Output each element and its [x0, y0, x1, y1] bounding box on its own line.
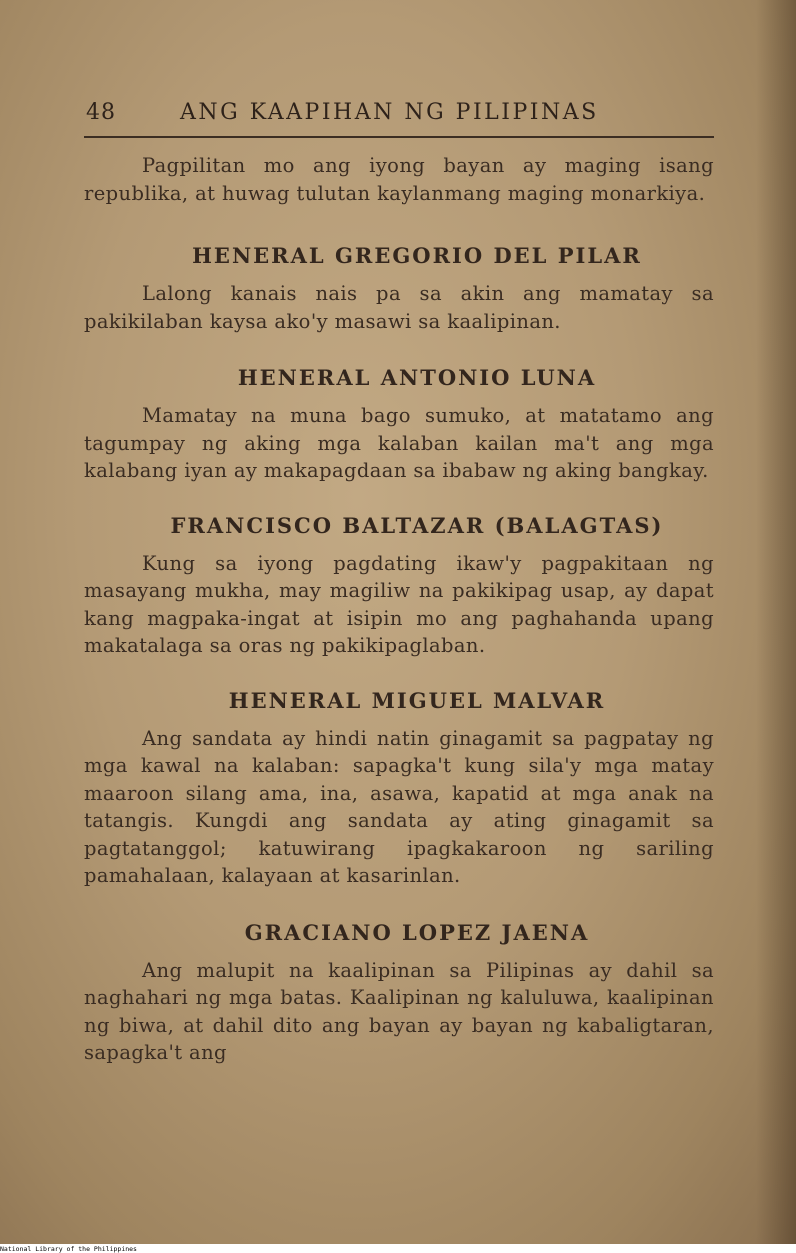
quote-text: Ang sandata ay hindi natin ginagamit sa pagpatay ng mga kawal na kalaban: sapagka't kung sila'y mga matay maaroon silang ama, ina, asawa, kapatid at mga anak na tatangis. Kungdi ang sandata ay ating ginagamit sa pagtatanggol; katuwirang ipagkakaroon ng sariling pamahalaan, kalayaan at kasarinlan. — [84, 726, 714, 887]
quote-text: Ang malupit na kaalipinan sa Pilipinas ay dahil sa naghahari ng mga batas. Kaalipinan ng kaluluwa, kaalipinan ng biwa, at dahil dito ang bayan ay bayan ng kabaligtaran, sapagka't ang — [84, 958, 714, 1064]
quote-text: Pagpilitan mo ang iyong bayan ay maging isang republika, at huwag tulutan kaylanmang maging monarkiya. — [84, 154, 714, 205]
speaker-heading: FRANCISCO BALTAZAR (BALAGTAS) — [170, 512, 664, 538]
page-header — [84, 96, 714, 138]
speaker-heading: GRACIANO LOPEZ JAENA — [244, 919, 590, 945]
library-credit: National Library of the Philippines — [0, 1245, 137, 1253]
quote-text: Lalong kanais nais pa sa akin ang mamatay sa pakikilaban kaysa ako'y masawi sa kaalipinan. — [84, 282, 714, 333]
page-content — [84, 152, 714, 1067]
page-number: 48 — [86, 100, 116, 125]
speaker-heading: HENERAL ANTONIO LUNA — [237, 365, 597, 390]
speaker-heading: HENERAL GREGORIO DEL PILAR — [192, 243, 642, 268]
quote-text: Mamatay na muna bago sumuko, at matatamo ang tagumpay ng aking mga kalaban kailan ma't ang mga kalabang iyan ay makapagdaan sa ibabaw ng aking bangkay. — [84, 404, 714, 482]
quote-text: Kung sa iyong pagdating ikaw'y pagpakitaan ng masayang mukha, may magiliw na pakikipag usap, ay dapat kang magpaka-ingat at isipin mo ang paghahanda upang makatalaga sa oras ng pakikipaglaban. — [84, 551, 714, 657]
speaker-heading: HENERAL MIGUEL MALVAR — [228, 687, 606, 713]
running-title: ANG KAAPIHAN NG PILIPINAS — [180, 100, 599, 125]
